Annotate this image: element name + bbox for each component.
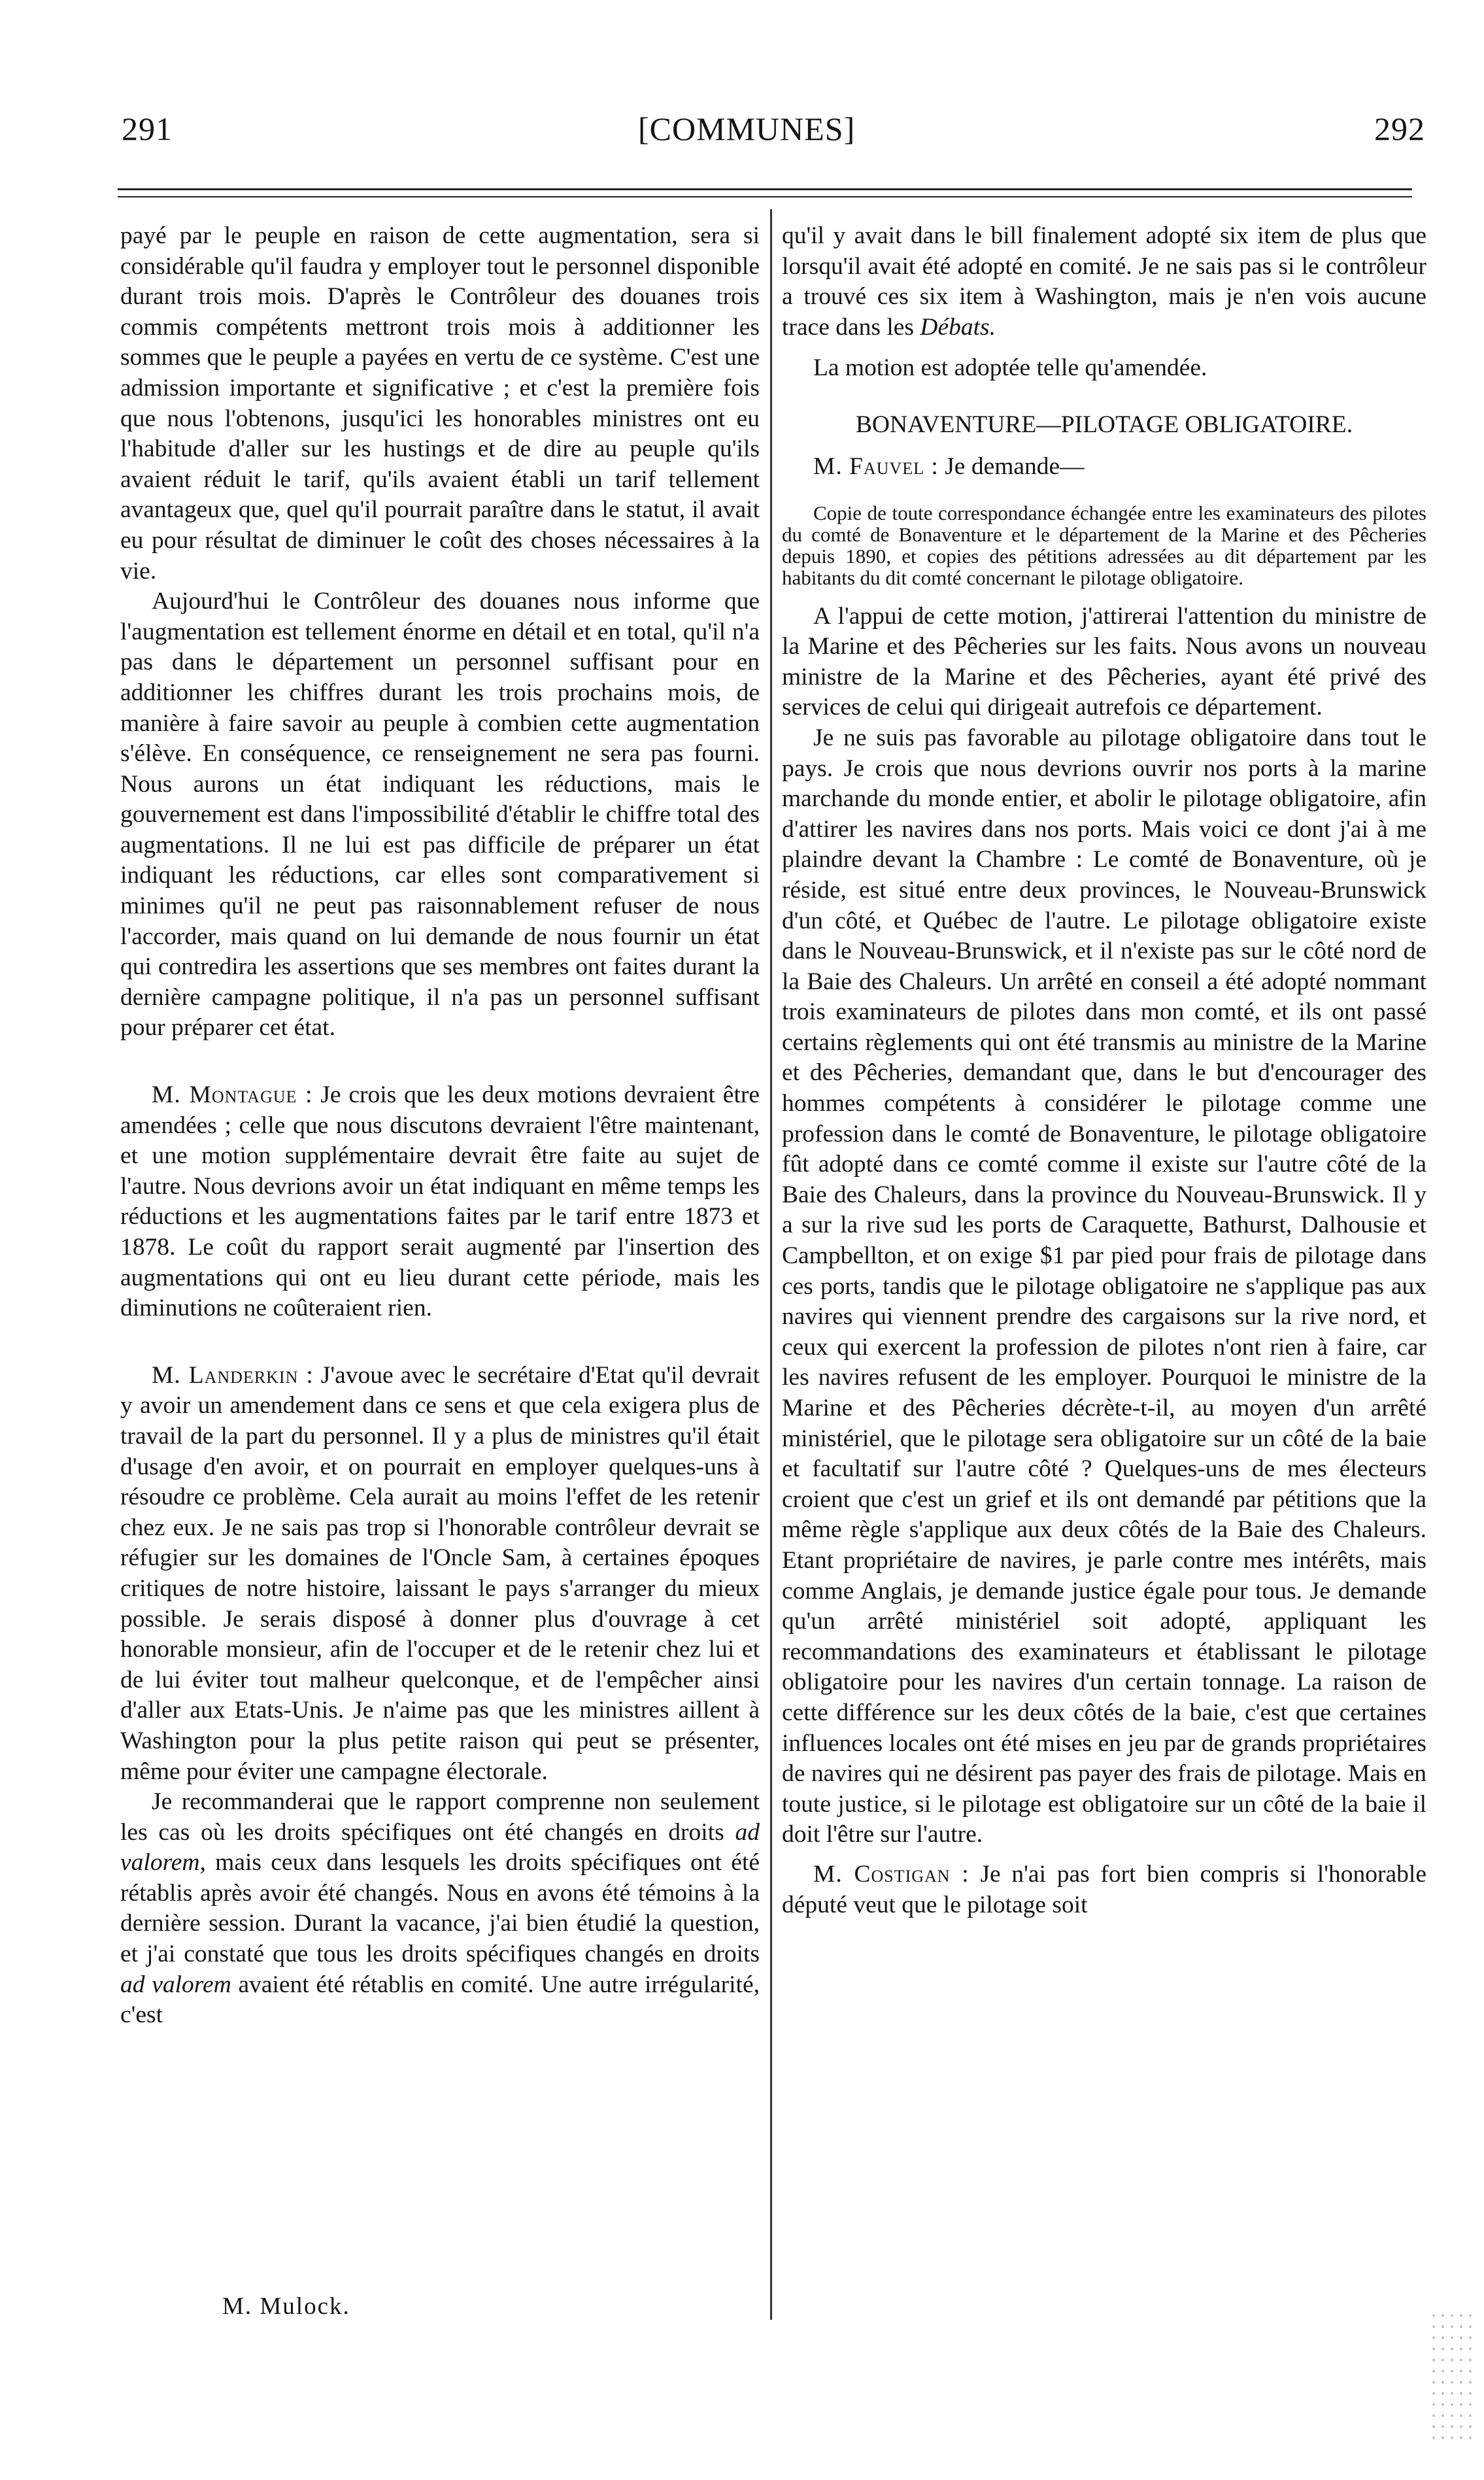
speaker-name: M. Fauvel : (813, 452, 939, 480)
speaker-name: M. Landerkin : (152, 1361, 314, 1389)
speaker-name: M. Montague : (152, 1081, 313, 1109)
text-run: mais ceux dans lesquels les droits spécifiques ont été rétablis après avoir été changés. Nous en avons été témoins à la dernière session. Durant la vacance, j'ai bien étudié la question, et j'ai constaté que tous les droits spécifiques changés en droits (120, 1849, 760, 1968)
text-run: qu'il y avait dans le bill finalement adopté six item de plus que lorsqu'il avait été adopté en comité. Je ne sais pas si le contrôleur a trouvé ces six item à Washington, mais je n'en vois aucune trace dans les (782, 222, 1426, 341)
speech-text: Je crois que les deux motions devraient être amendées ; celle que nous discutons devraient l'être maintenant, et une motion supplémentaire devrait être faite au sujet de l'autre. Nous devrions avoir un état indiquant en même temps les réductions et les augmentations faites par le tarif entre 1873 et 1878. Le coût du rapport serait augmenté par l'insertion des augmentations qui ont eu lieu durant cette période, mais les diminutions ne coûteraient rien. (120, 1081, 760, 1322)
text-run: Je recommanderai que le rapport comprenne non seulement les cas où les droits spécifiques ont été changés en droits (120, 1788, 760, 1846)
signature-prefix: M. (222, 2293, 253, 2320)
italic-term: ad valorem (120, 1971, 231, 1998)
speech-montague (120, 1080, 760, 1324)
left-column (120, 221, 760, 2031)
speaker-name: M. Costigan : (813, 1860, 970, 1888)
speech-text: J'avoue avec le secrétaire d'Etat qu'il devrait y avoir un amendement dans ce sens et que cela exigera plus de travail de la part du personnel. Il y a plus de ministres qu'il était d'usage d'en avoir, et on pourrait en employer quelques-uns à résoudre ce problème. Cela aurait au moins l'effet de les retenir chez eux. Je ne sais pas trop si l'honorable contrôleur devrait se réfugier sur les domaines de l'Oncle Sam, à certaines époques critiques de notre histoire, laissant le pays s'arranger du mieux possible. Je serais disposé à donner plus d'ouvrage à cet honorable monsieur, afin de l'occuper et de le retenir chez lui et de lui éviter tout malheur quelconque, et de l'empêcher ainsi d'aller aux Etats-Unis. Je n'aime pas que les ministres aillent à Washington pour la plus petite raison qui peut se présenter, même pour éviter une campagne électorale. (120, 1361, 760, 1785)
speech-text: Je n'ai pas fort bien compris si l'honorable député veut que le pilotage soit (782, 1860, 1426, 1918)
motion-text: Copie de toute correspondance échangée entre les examinateurs des pilotes du comté de Bonaventure et le département de la Marine et des Pêcheries depuis 1890, et copies des pétitions adressées au dit département par les habitants du dit comté concernant le pilotage obligatoire. (782, 501, 1426, 589)
header-rule (118, 188, 1412, 190)
motion-adopted: La motion est adoptée telle qu'amendée. (813, 354, 1207, 382)
speech-costigan (782, 1860, 1426, 1920)
section-title: BONAVENTURE—PILOTAGE OBLIGATOIRE. (855, 411, 1353, 438)
speech-fauvel (782, 452, 1426, 483)
speech-landerkin (120, 1361, 760, 1787)
signature-name: Mulock. (260, 2293, 350, 2320)
italic-term: Débats. (920, 313, 996, 341)
paragraph (120, 1787, 760, 2031)
speaker-signature (222, 2292, 350, 2320)
page-number-left: 291 (122, 110, 173, 147)
paragraph (782, 221, 1426, 343)
paragraph: Je ne suis pas favorable au pilotage obligatoire dans tout le pays. Je crois que nous devrions ouvrir nos ports à la marine marchande du monde entier, et abolir le pilotage obligatoire, afin d'attirer les navires dans nos ports. Mais voici ce dont j'ai à me plaindre devant la Chambre : Le comté de Bonaventure, où je réside, est situé entre deux provinces, le Nouveau-Brunswick d'un côté, et Québec de l'autre. Le pilotage obligatoire existe dans le Nouveau-Brunswick, et il n'existe pas sur le côté nord de la Baie des Chaleurs. Un arrêté en conseil a été adopté nommant trois examinateurs de pilotes dans mon comté, et ils ont passé certains règlements qui ont été transmis au ministre de la Marine et des Pêcheries, demandant que, dans le but d'encourager des hommes compétents à considérer le pilotage comme une profession dans le comté de Bonaventure, le pilotage obligatoire fût adopté dans ce comté comme il existe sur l'autre côté de la Baie des Chaleurs, dans la province du Nouveau-Brunswick. Il y a sur la rive sud les ports de Caraquette, Bathurst, Dalhousie et Campbellton, et on exige $1 par pied pour frais de pilotage dans ces ports, tandis que le pilotage obligatoire ne s'applique pas aux navires qui viennent prendre des cargaisons sur la rive nord, et ceux qui exercent la profession de pilotes n'ont rien à faire, car les navires refusent de les employer. Pourquoi le ministre de la Marine et des Pêcheries décrète-t-il, au moyen d'un arrêté ministériel, que le pilotage sera obligatoire sur un côté de la baie et facultatif sur l'autre côté ? Quelques-uns de mes électeurs croient que c'est un grief et ils ont demandé par pétitions que la même règle s'applique aux deux côtés de la Baie des Chaleurs. Etant propriétaire de navires, je parle contre mes intérêts, mais comme Anglais, je demande justice égale pour tous. Je demande qu'un arrêté ministériel soit adopté, appliquant les recommandations des examinateurs et établissant le pilotage obligatoire pour les navires d'un certain tonnage. La raison de cette différence sur les deux côtés de la baie, c'est que certaines influences locales ont été mises en jeu par de grands propriétaires de navires qui ne désirent pas payer des frais de pilotage. Mais en toute justice, si le pilotage est obligatoire sur un côté de la baie il doit l'être sur l'autre. (782, 724, 1426, 1848)
section-header: [COMMUNES] (638, 110, 856, 147)
paragraph: A l'appui de cette motion, j'attirerai l'attention du ministre de la Marine et des Pêcheries sur les faits. Nous avons un nouveau ministre de la Marine et des Pêcheries, ayant été privé des services de celui qui dirigeait autrefois ce département. (782, 602, 1426, 721)
page-number-right: 292 (1374, 110, 1425, 147)
right-column (782, 221, 1426, 1920)
header-rule-secondary (118, 196, 1412, 197)
speech-text: Je demande— (945, 452, 1085, 480)
column-divider (770, 209, 772, 2320)
paragraph: Aujourd'hui le Contrôleur des douanes nous informe que l'augmentation est tellement énorme en détail et en total, qu'il n'a pas dans le département un personnel suffisant pour en additionner les chiffres durant les trois prochains mois, de manière à faire savoir au peuple à combien cette augmentation s'élève. En conséquence, ce renseignement ne sera pas fourni. Nous aurons un état indiquant les réductions, mais le gouvernement est dans l'impossibilité d'établir le chiffre total des augmentations. Il ne lui est pas difficile de préparer un état indiquant les réductions, car elles sont comparativement si minimes qu'il ne peut pas raisonnablement refuser de nous l'accorder, mais quand on lui demande de nous fournir un état qui contredira les assertions que ses membres ont faites durant la dernière campagne politique, il n'a pas un personnel suffisant pour préparer cet état. (120, 588, 760, 1042)
scan-noise (1429, 2310, 1475, 2441)
paragraph: payé par le peuple en raison de cette augmentation, sera si considérable qu'il faudra y employer tout le personnel disponible durant trois mois. D'après le Contrôleur des douanes trois commis compétents mettront trois mois à additionner les sommes que le peuple a payées en vertu de ce système. C'est une admission importante et significative ; et c'est la première fois que nous l'obtenons, jusqu'ici les honorables ministres ont eu l'habitude d'aller sur les hustings et de dire au peuple qu'ils avaient réduit le tarif, qu'ils avaient établi un tarif tellement avantageux que, quel qu'il pourrait paraître dans le statut, il avait eu pour résultat de diminuer le coût des choses nécessaires à la vie. (120, 222, 760, 585)
text-run: avaient été rétablis en comité. Une autre irrégularité, c'est (120, 1971, 760, 2029)
italic-term: ad valorem, (120, 1818, 760, 1877)
